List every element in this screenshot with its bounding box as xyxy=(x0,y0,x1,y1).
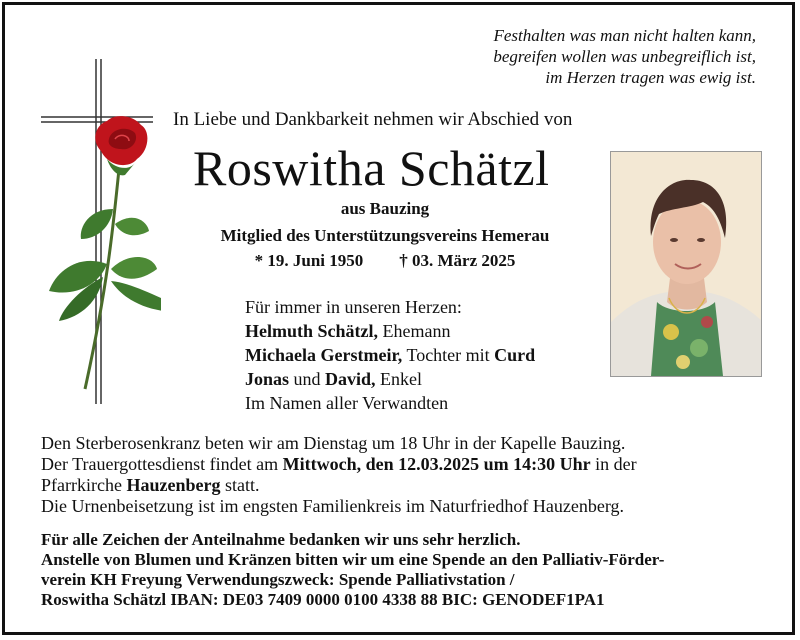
obituary-notice xyxy=(2,2,795,635)
quote-line-3: im Herzen tragen was ewig ist. xyxy=(545,68,756,87)
intro-text: In Liebe und Dankbarkeit nehmen wir Abschied von xyxy=(173,109,573,130)
donation-line-1: Anstelle von Blumen und Kränzen bitten wir um eine Spende an den Palliativ-Förder- xyxy=(41,550,665,569)
donation-line-2: verein KH Freyung Verwendungszweck: Spende Palliativstation / xyxy=(41,570,515,589)
family-member-grandchildren: Jonas und David, Enkel xyxy=(245,369,423,389)
memorial-quote xyxy=(493,25,756,88)
membership-line: Mitglied des Unterstützungsvereins Hemerau xyxy=(220,226,550,245)
birth-date: * 19. Juni 1950 xyxy=(254,251,364,270)
quote-line-2: begreifen wollen was unbegreiflich ist, xyxy=(493,47,756,66)
burial-line: Die Urnenbeisetzung ist im engsten Familienkreis im Naturfriedhof Hauzenberg. xyxy=(41,496,625,516)
quote-line-1: Festhalten was man nicht halten kann, xyxy=(493,26,756,45)
family-heading: Für immer in unseren Herzen: xyxy=(245,297,462,317)
family-member-husband: Helmuth Schätzl, Ehemann xyxy=(245,321,451,341)
cross-with-rose-icon xyxy=(41,59,161,419)
thanks-line: Für alle Zeichen der Anteilnahme bedanken wir uns sehr herzlich. xyxy=(41,530,521,549)
origin-line: aus Bauzing xyxy=(340,199,430,218)
bank-details-line: Roswitha Schätzl IBAN: DE03 7409 0000 0100 4338 88 BIC: GENODEF1PA1 xyxy=(41,590,605,609)
deceased-name: Roswitha Schätzl xyxy=(193,140,550,196)
church-line: Pfarrkirche Hauzenberg statt. xyxy=(41,475,260,495)
closing-notice xyxy=(41,530,664,610)
funeral-mass-line: Der Trauergottesdienst findet am Mittwoch, den 12.03.2025 um 14:30 Uhr in der xyxy=(41,454,637,474)
service-details xyxy=(41,433,637,517)
relatives-line: Im Namen aller Verwandten xyxy=(245,393,449,413)
portrait-photo xyxy=(610,151,762,377)
family-section xyxy=(245,295,535,415)
death-date: † 03. März 2025 xyxy=(399,251,516,270)
rosary-line: Den Sterberosenkranz beten wir am Dienstag um 18 Uhr in der Kapelle Bauzing. xyxy=(41,433,626,453)
life-dates xyxy=(185,251,585,271)
family-member-daughter: Michaela Gerstmeir, Tochter mit Curd xyxy=(245,345,536,365)
